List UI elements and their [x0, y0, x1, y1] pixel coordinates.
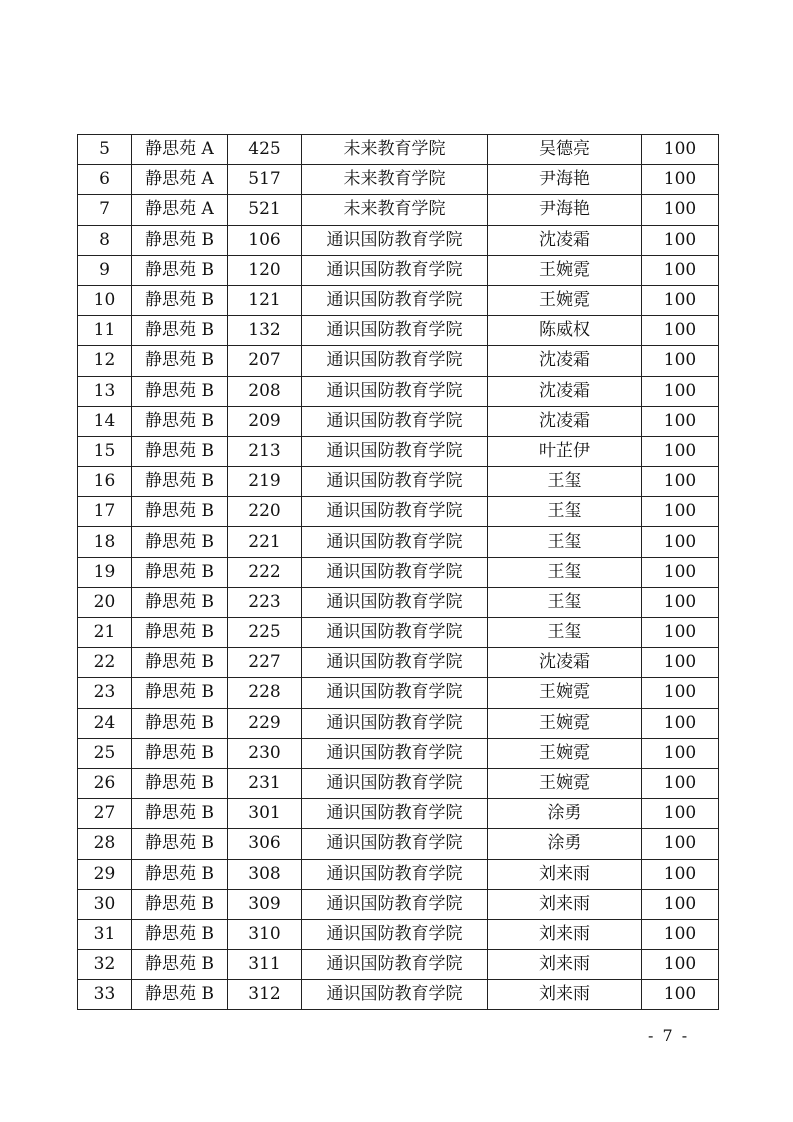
row-index-cell: 32	[78, 950, 132, 980]
counselor-cell: 刘来雨	[488, 919, 642, 949]
room-number-cell: 227	[228, 648, 302, 678]
row-index-cell: 27	[78, 799, 132, 829]
table-row	[78, 285, 719, 315]
counselor-cell: 沈凌霜	[488, 346, 642, 376]
building-cell: 静思苑 B	[132, 708, 228, 738]
college-cell: 未来教育学院	[302, 165, 488, 195]
counselor-cell: 王玺	[488, 527, 642, 557]
table-row	[78, 316, 719, 346]
row-index-cell: 8	[78, 225, 132, 255]
building-cell: 静思苑 B	[132, 768, 228, 798]
counselor-cell: 王婉霓	[488, 768, 642, 798]
score-cell: 100	[642, 768, 719, 798]
counselor-cell: 叶芷伊	[488, 436, 642, 466]
row-index-cell: 21	[78, 618, 132, 648]
table-row	[78, 648, 719, 678]
building-cell: 静思苑 B	[132, 829, 228, 859]
building-cell: 静思苑 B	[132, 919, 228, 949]
building-cell: 静思苑 B	[132, 467, 228, 497]
table-row	[78, 467, 719, 497]
score-cell: 100	[642, 436, 719, 466]
row-index-cell: 10	[78, 285, 132, 315]
table-row	[78, 919, 719, 949]
table-row	[78, 346, 719, 376]
college-cell: 通识国防教育学院	[302, 980, 488, 1010]
college-cell: 通识国防教育学院	[302, 829, 488, 859]
counselor-cell: 刘来雨	[488, 950, 642, 980]
counselor-cell: 尹海艳	[488, 165, 642, 195]
table-row	[78, 225, 719, 255]
room-number-cell: 132	[228, 316, 302, 346]
building-cell: 静思苑 B	[132, 285, 228, 315]
table-row	[78, 678, 719, 708]
row-index-cell: 20	[78, 587, 132, 617]
college-cell: 通识国防教育学院	[302, 889, 488, 919]
score-cell: 100	[642, 678, 719, 708]
college-cell: 通识国防教育学院	[302, 919, 488, 949]
table-row	[78, 889, 719, 919]
room-number-cell: 231	[228, 768, 302, 798]
room-number-cell: 106	[228, 225, 302, 255]
building-cell: 静思苑 B	[132, 738, 228, 768]
score-cell: 100	[642, 467, 719, 497]
row-index-cell: 7	[78, 195, 132, 225]
row-index-cell: 24	[78, 708, 132, 738]
table-row	[78, 165, 719, 195]
college-cell: 通识国防教育学院	[302, 285, 488, 315]
counselor-cell: 吴德亮	[488, 135, 642, 165]
room-number-cell: 228	[228, 678, 302, 708]
score-cell: 100	[642, 195, 719, 225]
table-row	[78, 406, 719, 436]
college-cell: 通识国防教育学院	[302, 950, 488, 980]
counselor-cell: 沈凌霜	[488, 406, 642, 436]
room-number-cell: 517	[228, 165, 302, 195]
building-cell: 静思苑 B	[132, 648, 228, 678]
building-cell: 静思苑 B	[132, 950, 228, 980]
room-number-cell: 230	[228, 738, 302, 768]
college-cell: 未来教育学院	[302, 135, 488, 165]
building-cell: 静思苑 B	[132, 557, 228, 587]
score-cell: 100	[642, 316, 719, 346]
room-number-cell: 207	[228, 346, 302, 376]
room-number-cell: 425	[228, 135, 302, 165]
college-cell: 通识国防教育学院	[302, 376, 488, 406]
counselor-cell: 王婉霓	[488, 708, 642, 738]
college-cell: 通识国防教育学院	[302, 768, 488, 798]
score-cell: 100	[642, 255, 719, 285]
college-cell: 通识国防教育学院	[302, 225, 488, 255]
room-number-cell: 220	[228, 497, 302, 527]
row-index-cell: 12	[78, 346, 132, 376]
row-index-cell: 30	[78, 889, 132, 919]
college-cell: 通识国防教育学院	[302, 497, 488, 527]
room-number-cell: 120	[228, 255, 302, 285]
room-number-cell: 223	[228, 587, 302, 617]
score-cell: 100	[642, 618, 719, 648]
table-row	[78, 829, 719, 859]
college-cell: 通识国防教育学院	[302, 799, 488, 829]
row-index-cell: 25	[78, 738, 132, 768]
table-row	[78, 195, 719, 225]
college-cell: 通识国防教育学院	[302, 678, 488, 708]
college-cell: 通识国防教育学院	[302, 436, 488, 466]
row-index-cell: 9	[78, 255, 132, 285]
college-cell: 通识国防教育学院	[302, 346, 488, 376]
building-cell: 静思苑 B	[132, 889, 228, 919]
score-cell: 100	[642, 406, 719, 436]
dormitory-score-table	[77, 134, 719, 1010]
counselor-cell: 沈凌霜	[488, 648, 642, 678]
row-index-cell: 5	[78, 135, 132, 165]
row-index-cell: 33	[78, 980, 132, 1010]
college-cell: 通识国防教育学院	[302, 648, 488, 678]
room-number-cell: 219	[228, 467, 302, 497]
table-row	[78, 587, 719, 617]
building-cell: 静思苑 B	[132, 346, 228, 376]
room-number-cell: 213	[228, 436, 302, 466]
score-cell: 100	[642, 708, 719, 738]
building-cell: 静思苑 B	[132, 527, 228, 557]
building-cell: 静思苑 B	[132, 678, 228, 708]
room-number-cell: 121	[228, 285, 302, 315]
building-cell: 静思苑 A	[132, 195, 228, 225]
row-index-cell: 22	[78, 648, 132, 678]
building-cell: 静思苑 B	[132, 406, 228, 436]
building-cell: 静思苑 A	[132, 165, 228, 195]
counselor-cell: 王玺	[488, 557, 642, 587]
room-number-cell: 209	[228, 406, 302, 436]
college-cell: 通识国防教育学院	[302, 738, 488, 768]
table-row	[78, 436, 719, 466]
score-cell: 100	[642, 285, 719, 315]
college-cell: 通识国防教育学院	[302, 255, 488, 285]
college-cell: 通识国防教育学院	[302, 859, 488, 889]
score-cell: 100	[642, 557, 719, 587]
counselor-cell: 涂勇	[488, 799, 642, 829]
table-row	[78, 497, 719, 527]
row-index-cell: 6	[78, 165, 132, 195]
building-cell: 静思苑 B	[132, 255, 228, 285]
counselor-cell: 沈凌霜	[488, 225, 642, 255]
score-cell: 100	[642, 648, 719, 678]
counselor-cell: 王玺	[488, 618, 642, 648]
score-cell: 100	[642, 859, 719, 889]
row-index-cell: 11	[78, 316, 132, 346]
building-cell: 静思苑 B	[132, 225, 228, 255]
score-cell: 100	[642, 919, 719, 949]
row-index-cell: 15	[78, 436, 132, 466]
score-cell: 100	[642, 738, 719, 768]
table-row	[78, 708, 719, 738]
building-cell: 静思苑 B	[132, 859, 228, 889]
table-row	[78, 950, 719, 980]
counselor-cell: 王婉霓	[488, 678, 642, 708]
score-cell: 100	[642, 497, 719, 527]
building-cell: 静思苑 B	[132, 376, 228, 406]
table-row	[78, 799, 719, 829]
counselor-cell: 王婉霓	[488, 285, 642, 315]
room-number-cell: 221	[228, 527, 302, 557]
counselor-cell: 沈凌霜	[488, 376, 642, 406]
table-row	[78, 859, 719, 889]
table-row	[78, 738, 719, 768]
counselor-cell: 王玺	[488, 497, 642, 527]
counselor-cell: 王玺	[488, 467, 642, 497]
room-number-cell: 301	[228, 799, 302, 829]
college-cell: 通识国防教育学院	[302, 316, 488, 346]
counselor-cell: 刘来雨	[488, 980, 642, 1010]
room-number-cell: 225	[228, 618, 302, 648]
score-cell: 100	[642, 799, 719, 829]
row-index-cell: 28	[78, 829, 132, 859]
row-index-cell: 19	[78, 557, 132, 587]
table-row	[78, 135, 719, 165]
college-cell: 通识国防教育学院	[302, 467, 488, 497]
row-index-cell: 13	[78, 376, 132, 406]
room-number-cell: 312	[228, 980, 302, 1010]
room-number-cell: 222	[228, 557, 302, 587]
room-number-cell: 310	[228, 919, 302, 949]
row-index-cell: 31	[78, 919, 132, 949]
row-index-cell: 14	[78, 406, 132, 436]
building-cell: 静思苑 B	[132, 799, 228, 829]
room-number-cell: 208	[228, 376, 302, 406]
row-index-cell: 23	[78, 678, 132, 708]
room-number-cell: 308	[228, 859, 302, 889]
counselor-cell: 刘来雨	[488, 889, 642, 919]
building-cell: 静思苑 B	[132, 497, 228, 527]
score-cell: 100	[642, 135, 719, 165]
counselor-cell: 涂勇	[488, 829, 642, 859]
table-row	[78, 980, 719, 1010]
table-row	[78, 255, 719, 285]
score-cell: 100	[642, 376, 719, 406]
building-cell: 静思苑 A	[132, 135, 228, 165]
building-cell: 静思苑 B	[132, 316, 228, 346]
score-cell: 100	[642, 829, 719, 859]
room-number-cell: 521	[228, 195, 302, 225]
row-index-cell: 16	[78, 467, 132, 497]
row-index-cell: 18	[78, 527, 132, 557]
score-cell: 100	[642, 527, 719, 557]
score-cell: 100	[642, 346, 719, 376]
building-cell: 静思苑 B	[132, 436, 228, 466]
row-index-cell: 17	[78, 497, 132, 527]
row-index-cell: 26	[78, 768, 132, 798]
counselor-cell: 王玺	[488, 587, 642, 617]
score-cell: 100	[642, 980, 719, 1010]
building-cell: 静思苑 B	[132, 587, 228, 617]
counselor-cell: 王婉霓	[488, 738, 642, 768]
score-cell: 100	[642, 587, 719, 617]
score-cell: 100	[642, 950, 719, 980]
college-cell: 通识国防教育学院	[302, 587, 488, 617]
counselor-cell: 刘来雨	[488, 859, 642, 889]
college-cell: 通识国防教育学院	[302, 527, 488, 557]
college-cell: 通识国防教育学院	[302, 708, 488, 738]
counselor-cell: 王婉霓	[488, 255, 642, 285]
table-row	[78, 768, 719, 798]
table-row	[78, 557, 719, 587]
counselor-cell: 陈威权	[488, 316, 642, 346]
room-number-cell: 309	[228, 889, 302, 919]
room-number-cell: 311	[228, 950, 302, 980]
counselor-cell: 尹海艳	[488, 195, 642, 225]
score-cell: 100	[642, 889, 719, 919]
college-cell: 未来教育学院	[302, 195, 488, 225]
college-cell: 通识国防教育学院	[302, 406, 488, 436]
table-body	[78, 135, 719, 1010]
score-cell: 100	[642, 165, 719, 195]
table-row	[78, 376, 719, 406]
row-index-cell: 29	[78, 859, 132, 889]
score-cell: 100	[642, 225, 719, 255]
college-cell: 通识国防教育学院	[302, 618, 488, 648]
table-row	[78, 527, 719, 557]
building-cell: 静思苑 B	[132, 618, 228, 648]
room-number-cell: 229	[228, 708, 302, 738]
table-row	[78, 618, 719, 648]
building-cell: 静思苑 B	[132, 980, 228, 1010]
college-cell: 通识国防教育学院	[302, 557, 488, 587]
room-number-cell: 306	[228, 829, 302, 859]
page-number: - 7 -	[648, 1026, 690, 1045]
